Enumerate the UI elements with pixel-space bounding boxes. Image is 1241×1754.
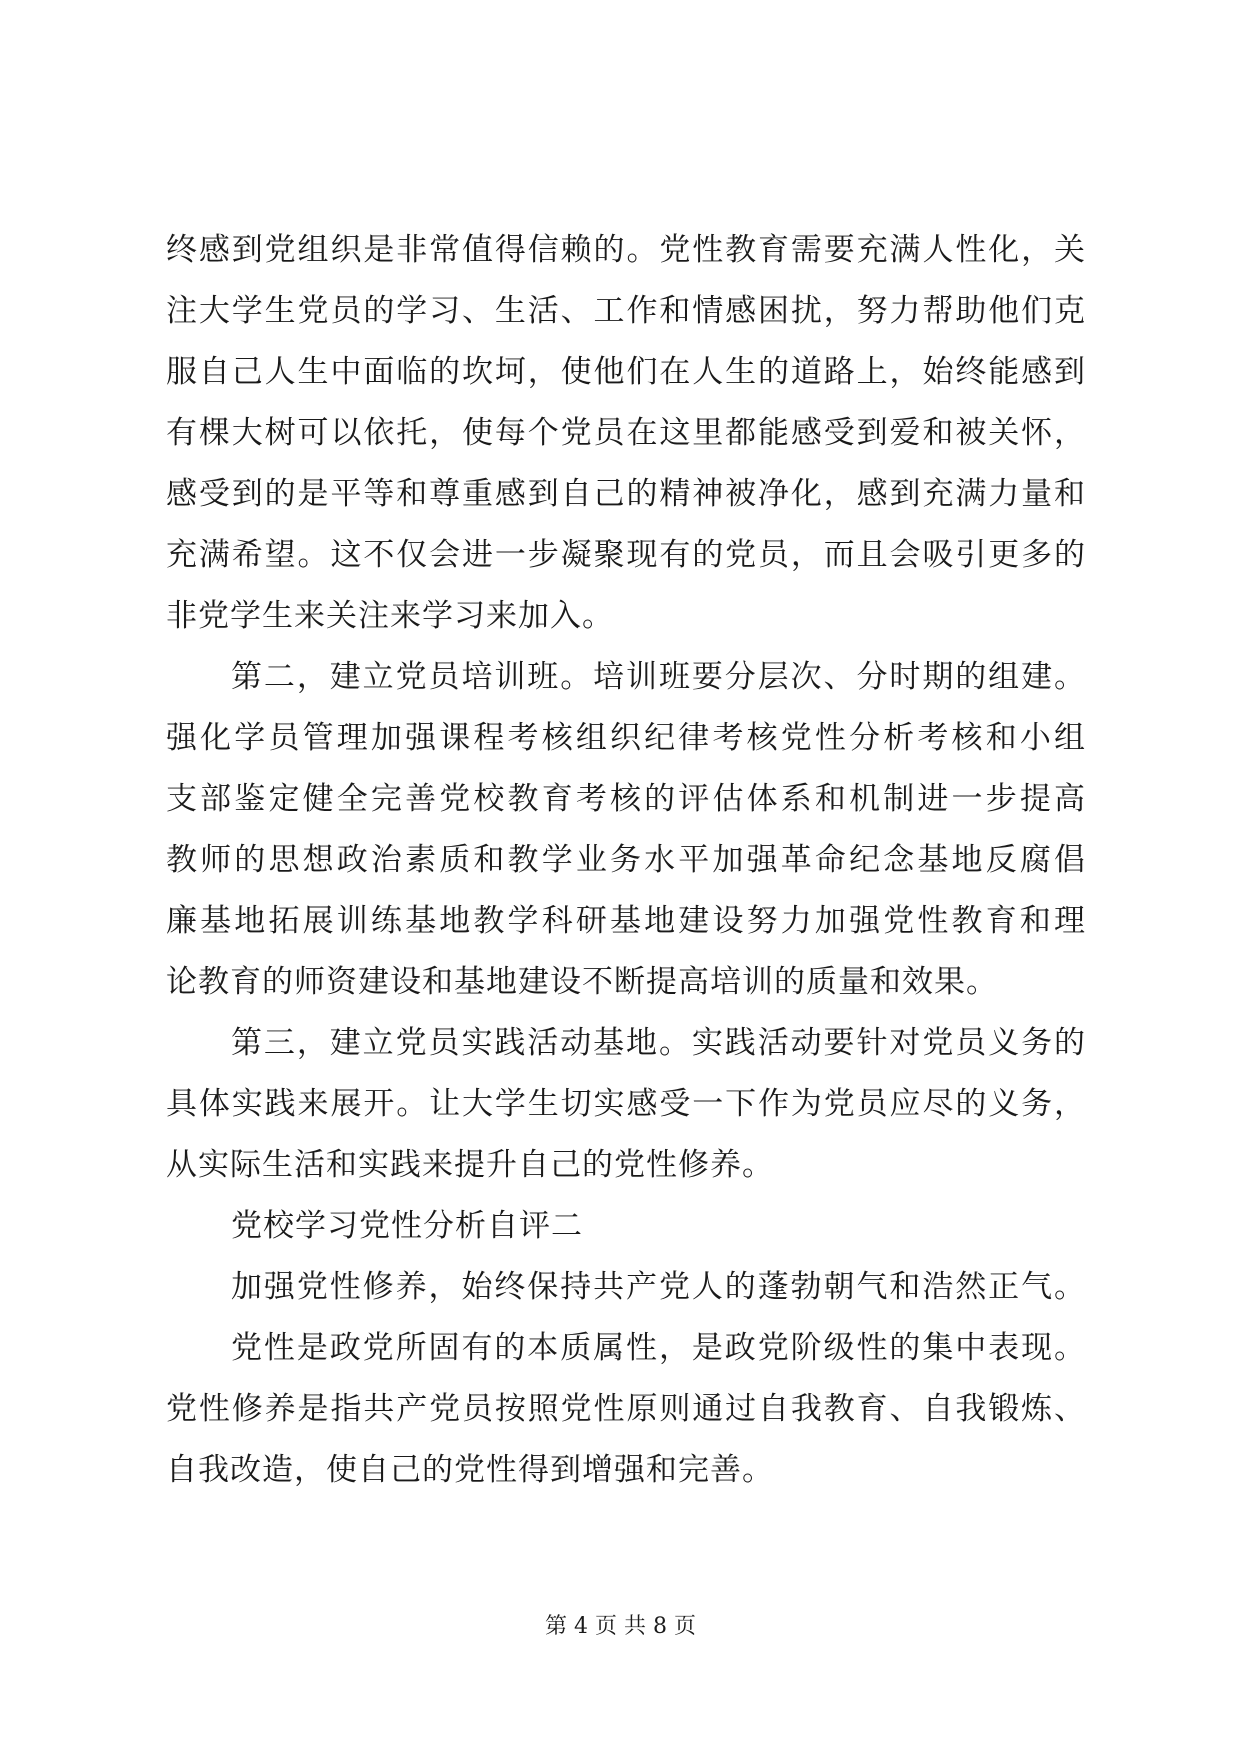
section-heading: 党校学习党性分析自评二: [231, 1208, 583, 1244]
document-body: [166, 232, 1086, 1513]
text-line-12: 廉基地拓展训练基地教学科研基地建设努力加强党性教育和理: [166, 903, 1086, 939]
text-line-1: 终感到党组织是非常值得信赖的。党性教育需要充满人性化，关: [166, 232, 1086, 268]
text-line-9: 强化学员管理加强课程考核组织纪律考核党性分析考核和小组: [166, 720, 1086, 756]
text-line-7: 非党学生来关注来学习来加入。: [166, 598, 614, 634]
text-line-16: 从实际生活和实践来提升自己的党性修养。: [166, 1147, 774, 1183]
text-line-2: 注大学生党员的学习、生活、工作和情感困扰，努力帮助他们克: [166, 293, 1086, 329]
text-line-20: 党性修养是指共产党员按照党性原则通过自我教育、自我锻炼、: [166, 1391, 1086, 1427]
text-line-3: 服自己人生中面临的坎坷，使他们在人生的道路上，始终能感到: [166, 354, 1086, 390]
text-line-21: 自我改造，使自己的党性得到增强和完善。: [166, 1452, 774, 1488]
text-line-10: 支部鉴定健全完善党校教育考核的评估体系和机制进一步提高: [166, 781, 1086, 817]
text-line-11: 教师的思想政治素质和教学业务水平加强革命纪念基地反腐倡: [166, 842, 1086, 878]
text-line-6: 充满希望。这不仅会进一步凝聚现有的党员，而且会吸引更多的: [166, 537, 1086, 573]
page-number-footer: 第 4 页 共 8 页: [545, 1614, 696, 1639]
text-line-13: 论教育的师资建设和基地建设不断提高培训的质量和效果。: [166, 964, 998, 1000]
text-line-8: 第二，建立党员培训班。培训班要分层次、分时期的组建。: [231, 659, 1086, 695]
text-line-18: 加强党性修养，始终保持共产党人的蓬勃朝气和浩然正气。: [231, 1269, 1086, 1305]
text-line-14: 第三，建立党员实践活动基地。实践活动要针对党员义务的: [231, 1025, 1086, 1061]
text-line-19: 党性是政党所固有的本质属性，是政党阶级性的集中表现。: [231, 1330, 1086, 1366]
text-line-4: 有棵大树可以依托，使每个党员在这里都能感受到爱和被关怀，: [166, 415, 1086, 451]
text-line-15: 具体实践来展开。让大学生切实感受一下作为党员应尽的义务，: [166, 1086, 1086, 1122]
text-line-5: 感受到的是平等和尊重感到自己的精神被净化，感到充满力量和: [166, 476, 1086, 512]
